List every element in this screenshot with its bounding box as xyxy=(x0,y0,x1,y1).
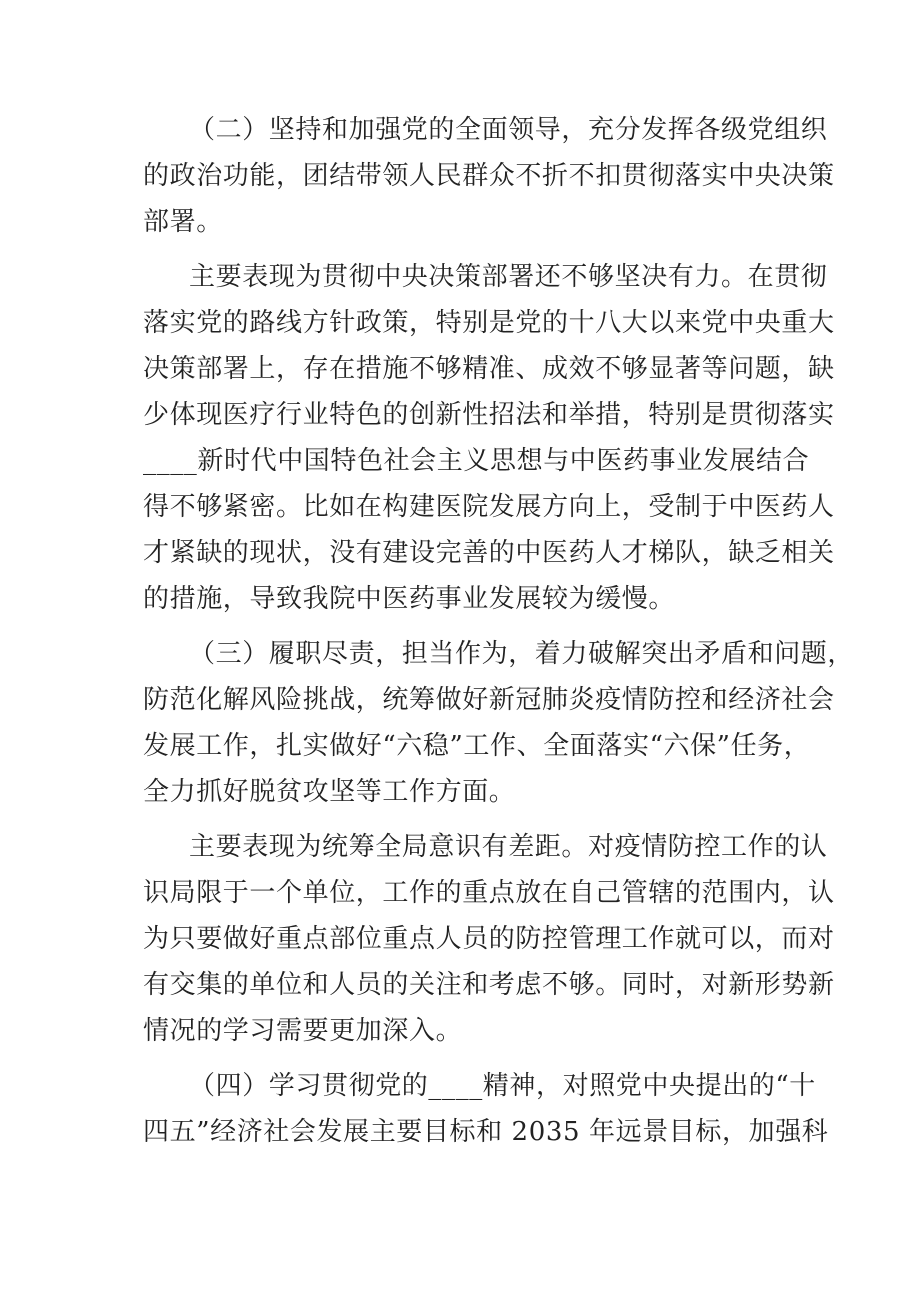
document-body xyxy=(143,107,855,1155)
text-line: 识局限于一个单位，工作的重点放在自己管辖的范围内，认 xyxy=(143,878,835,908)
paragraph-section-two-body xyxy=(143,254,835,622)
text-line: 四五”经济社会发展主要目标和 2035 年远景目标，加强科 xyxy=(143,1117,829,1147)
paragraph-spacer xyxy=(143,245,783,254)
paragraph-section-three-body xyxy=(143,824,835,1054)
text-line: （二）坚持和加强党的全面领导，充分发挥各级党组织 xyxy=(189,115,828,145)
text-line: （三）履职尽责，担当作为，着力破解突出矛盾和问题， xyxy=(189,639,855,669)
paragraph-section-three-heading xyxy=(143,631,855,815)
text-line: 少体现医疗行业特色的创新性招法和举措，特别是贯彻落实 xyxy=(143,400,835,430)
text-line: 发展工作，扎实做好“六稳”工作、全面落实“六保”任务， xyxy=(143,731,811,761)
text-line: 部署。 xyxy=(143,207,223,237)
text-line: 才紧缺的现状，没有建设完善的中医药人才梯队，缺乏相关 xyxy=(143,538,835,568)
text-line: 落实党的路线方针政策，特别是党的十八大以来党中央重大 xyxy=(143,308,835,338)
text-line: 情况的学习需要更加深入。 xyxy=(143,1016,463,1046)
paragraph-spacer xyxy=(143,622,783,631)
text-line: 的政治功能，团结带领人民群众不折不扣贯彻落实中央决策 xyxy=(143,161,835,191)
paragraph-section-four-heading xyxy=(143,1063,829,1155)
text-line: 的措施，导致我院中医药事业发展较为缓慢。 xyxy=(143,584,676,614)
text-line: ____新时代中国特色社会主义思想与中医药事业发展结合 xyxy=(143,446,810,476)
paragraph-spacer xyxy=(143,815,783,824)
text-line: 决策部署上，存在措施不够精准、成效不够显著等问题，缺 xyxy=(143,354,835,384)
paragraph-section-two-heading xyxy=(143,107,835,245)
text-line: （四）学习贯彻党的____精神，对照党中央提出的“十 xyxy=(189,1071,816,1101)
text-line: 主要表现为贯彻中央决策部署还不够坚决有力。在贯彻 xyxy=(189,262,828,292)
text-line: 有交集的单位和人员的关注和考虑不够。同时，对新形势新 xyxy=(143,970,835,1000)
text-line: 主要表现为统筹全局意识有差距。对疫情防控工作的认 xyxy=(189,832,828,862)
paragraph-spacer xyxy=(143,1054,783,1063)
text-line: 为只要做好重点部位重点人员的防控管理工作就可以，而对 xyxy=(143,924,835,954)
text-line: 全力抓好脱贫攻坚等工作方面。 xyxy=(143,777,516,807)
text-line: 防范化解风险挑战，统筹做好新冠肺炎疫情防控和经济社会 xyxy=(143,685,835,715)
text-line: 得不够紧密。比如在构建医院发展方向上，受制于中医药人 xyxy=(143,492,835,522)
